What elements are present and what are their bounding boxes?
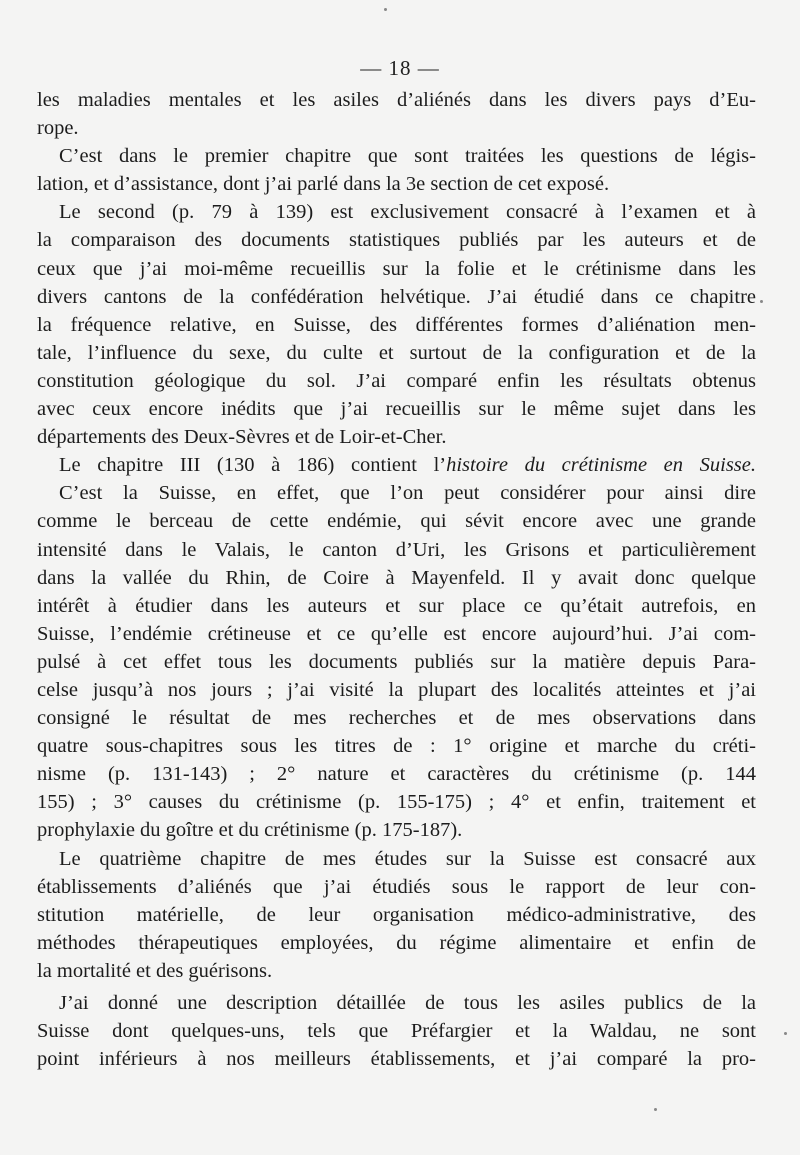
text-line xyxy=(37,142,756,170)
text-line-content: Suisse, l’endémie crétineuse et ce qu’elle est encore aujourd’hui. J’ai com- xyxy=(37,622,756,645)
text-line xyxy=(37,676,756,704)
text-line xyxy=(37,648,756,676)
text-line xyxy=(37,816,756,844)
text-line-content: ceux que j’ai moi-même recueillis sur la folie et le crétinisme dans les xyxy=(37,257,756,280)
text-line-content: lation, et d’assistance, dont j’ai parlé dans la 3e section de cet exposé. xyxy=(37,173,610,196)
text-line-content: C’est la Suisse, en effet, que l’on peut considérer pour ainsi dire xyxy=(59,482,756,505)
text-line xyxy=(37,1017,756,1045)
text-line xyxy=(37,198,756,226)
text-line-content: prophylaxie du goître et du crétinisme (p. 175-187). xyxy=(37,819,463,842)
text-line-content: comme le berceau de cette endémie, qui sévit encore avec une grande xyxy=(37,510,756,533)
text-line xyxy=(37,704,756,732)
text-line-content: intensité dans le Valais, le canton d’Uri, les Grisons et particulièrement xyxy=(37,538,756,561)
page-number: — 18 — xyxy=(360,56,440,80)
text-line-content: quatre sous-chapitres sous les titres de : 1° origine et marche du créti- xyxy=(37,735,756,758)
text-line xyxy=(37,114,756,142)
text-line xyxy=(37,283,756,311)
text-line-content: constitution géologique du sol. J’ai comparé enfin les résultats obtenus xyxy=(37,369,756,392)
text-line xyxy=(37,367,756,395)
text-line xyxy=(37,1045,756,1073)
text-line xyxy=(37,339,756,367)
text-line-content: Le quatrième chapitre de mes études sur la Suisse est consacré aux xyxy=(59,847,756,870)
text-line xyxy=(37,901,756,929)
text-line xyxy=(37,226,756,254)
text-line-content: Suisse dont quelques-uns, tels que Préfargier et la Waldau, ne sont xyxy=(37,1020,756,1043)
text-line xyxy=(37,536,756,564)
text-line xyxy=(37,507,756,535)
text-line-content: les maladies mentales et les asiles d’aliénés dans les divers pays d’Eu- xyxy=(37,89,756,111)
text-line xyxy=(37,395,756,423)
text-line xyxy=(37,170,756,198)
text-line-content: la comparaison des documents statistiques publiés par les auteurs et de xyxy=(37,229,756,252)
italic-title: histoire du crétinisme en Suisse. xyxy=(446,454,756,477)
text-line-content: point inférieurs à nos meilleurs établissements, et j’ai comparé la pro- xyxy=(37,1048,756,1071)
text-line-content: la mortalité et des guérisons. xyxy=(37,959,273,982)
text-line xyxy=(37,592,756,620)
text-line xyxy=(37,564,756,592)
text-line xyxy=(37,929,756,957)
paper-speck xyxy=(760,300,763,303)
text-line-content: établissements d’aliénés que j’ai étudiés sous le rapport de leur con- xyxy=(37,875,756,898)
text-line xyxy=(37,620,756,648)
body-text xyxy=(37,86,756,1073)
text-line-content: la fréquence relative, en Suisse, des différentes formes d’aliénation men- xyxy=(37,313,756,336)
paper-speck xyxy=(384,8,387,11)
text-line-content: 155) ; 3° causes du crétinisme (p. 155-175) ; 4° et enfin, traitement et xyxy=(37,791,756,814)
text-line xyxy=(37,845,756,873)
text-line-content: rope. xyxy=(37,117,79,140)
text-line-content: celse jusqu’à nos jours ; j’ai visité la plupart des localités atteintes et j’ai xyxy=(37,678,756,701)
text-line xyxy=(37,86,756,114)
text-line-content: intérêt à étudier dans les auteurs et sur place ce qu’était autrefois, en xyxy=(37,594,756,617)
text-line-content: consigné le résultat de mes recherches et de mes observations dans xyxy=(37,707,756,730)
paper-speck xyxy=(654,1108,657,1111)
paper-speck xyxy=(784,1032,787,1035)
text-line xyxy=(37,451,756,479)
text-line-content: nisme (p. 131-143) ; 2° nature et caractères du crétinisme (p. 144 xyxy=(37,763,756,786)
text-line xyxy=(37,989,756,1017)
text-line xyxy=(37,479,756,507)
text-line xyxy=(37,732,756,760)
text-line xyxy=(37,255,756,283)
text-line xyxy=(37,957,756,985)
text-line xyxy=(37,873,756,901)
text-line-content: divers cantons de la confédération helvétique. J’ai étudié dans ce chapitre xyxy=(37,285,756,308)
text-line-content: stitution matérielle, de leur organisation médico-administrative, des xyxy=(37,903,756,926)
text-line-content: tale, l’influence du sexe, du culte et surtout de la configuration et de la xyxy=(37,341,756,364)
text-line-content: avec ceux encore inédits que j’ai recueillis sur le même sujet dans les xyxy=(37,398,756,421)
text-line xyxy=(37,788,756,816)
text-line-content: pulsé à cet effet tous les documents publiés sur la matière depuis Para- xyxy=(37,650,756,673)
text-line xyxy=(37,423,756,451)
text-line-content: J’ai donné une description détaillée de tous les asiles publics de la xyxy=(59,992,756,1014)
text-line-content: dans la vallée du Rhin, de Coire à Mayenfeld. Il y avait donc quelque xyxy=(37,566,756,589)
text-line-content: C’est dans le premier chapitre que sont traitées les questions de légis- xyxy=(59,145,756,168)
text-line-content: Le chapitre III (130 à 186) contient l’ xyxy=(59,454,447,477)
text-line-content: Le second (p. 79 à 139) est exclusivement consacré à l’examen et à xyxy=(59,201,756,224)
text-line-content: méthodes thérapeutiques employées, du régime alimentaire et enfin de xyxy=(37,931,756,954)
text-line xyxy=(37,311,756,339)
text-line xyxy=(37,760,756,788)
text-line-content: départements des Deux-Sèvres et de Loir-et-Cher. xyxy=(37,426,447,449)
